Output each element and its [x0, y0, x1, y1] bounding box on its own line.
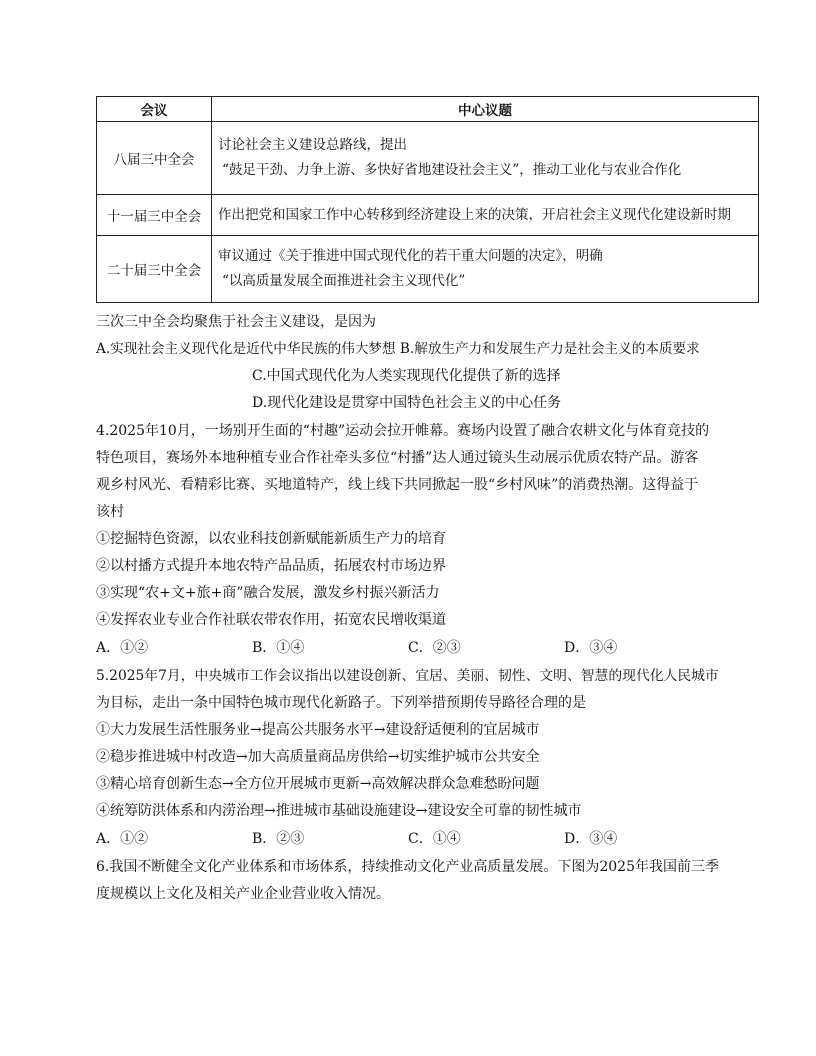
topic-line: “以高质量发展全面推进社会主义现代化” [222, 273, 466, 289]
topic-cell [212, 195, 759, 236]
q4-option-d: D．③④ [564, 640, 618, 656]
q3-option-d: D.现代化建设是贯穿中国特色社会主义的中心任务 [252, 395, 562, 411]
q5-option-c: C．①④ [408, 831, 461, 847]
header-meeting: 会议 [97, 97, 212, 122]
q3-stem: 三次三中全会均聚焦于社会主义建设，是因为 [96, 314, 376, 330]
topic-line: 作出把党和国家工作中心转移到经济建设上来的决策，开启社会主义现代化建设新时期 [218, 206, 731, 223]
q5-item: ④统筹防洪体系和内涝治理→推进城市基础设施建设→建设安全可靠的韧性城市 [96, 803, 582, 819]
meeting-cell: 八届三中全会 [97, 122, 212, 195]
q5-option-d: D．③④ [564, 831, 618, 847]
q4-stem-line: 该村 [96, 504, 124, 520]
topic-line: 审议通过《关于推进中国式现代化的若干重大问题的决定》，明确 [218, 248, 603, 264]
q4-option-b: B．①④ [252, 640, 305, 656]
topic-cell [212, 122, 759, 195]
q4-item: ①挖掘特色资源，以农业科技创新赋能新质生产力的培育 [96, 531, 446, 547]
q3-option-c: C.中国式现代化为人类实现现代化提供了新的选择 [252, 368, 561, 384]
q4-option-a: A．①② [96, 640, 149, 656]
topic-line: 讨论社会主义建设总路线，提出 [218, 137, 407, 153]
q5-item: ③精心培育创新生态→全方位开展城市更新→高效解决群众急难愁盼问题 [96, 776, 540, 792]
q3-options-a-b: A.实现社会主义现代化是近代中华民族的伟大梦想 B.解放生产力和发展生产力是社会主义的本质要求 [96, 341, 700, 357]
q4-item: ②以村播方式提升本地农特产品品质，拓展农村市场边界 [96, 558, 446, 574]
table-row [97, 236, 759, 303]
q5-stem-line: 为目标，走出一条中国特色城市现代化新路子。下列举措预期传导路径合理的是 [96, 695, 586, 711]
meetings-table [96, 96, 759, 303]
meeting-cell: 十一届三中全会 [97, 195, 212, 236]
q4-stem-line: 观乡村风光、看精彩比赛、买地道特产，线上线下共同掀起一股“乡村风味”的消费热潮。这得益于 [96, 477, 699, 493]
q5-option-a: A．①② [96, 831, 149, 847]
q4-item: ③实现“农+文+旅+商”融合发展，激发乡村振兴新活力 [96, 585, 440, 601]
q4-option-c: C．②③ [408, 640, 461, 656]
q4-stem-line: 4.2025年10月，一场别开生面的“村趣”运动会拉开帷幕。赛场内设置了融合农耕文化与体育竞技的 [96, 423, 710, 439]
q4-item: ④发挥农业专业合作社联农带农作用，拓宽农民增收渠道 [96, 612, 446, 628]
table-row [97, 195, 759, 236]
q6-stem-line: 度规模以上文化及相关产业企业营业收入情况。 [96, 886, 390, 902]
q6-stem-line: 6.我国不断健全文化产业体系和市场体系，持续推动文化产业高质量发展。下图为2025年我国前三季 [96, 859, 719, 875]
q4-stem-line: 特色项目，赛场外本地种植专业合作社牵头多位“村播”达人通过镜头生动展示优质农特产品。游客 [96, 450, 699, 466]
q5-option-b: B．②③ [252, 831, 305, 847]
q5-item: ②稳步推进城中村改造→加大高质量商品房供给→切实维护城市公共安全 [96, 749, 540, 765]
table-header-row [97, 97, 759, 122]
q5-stem-line: 5.2025年7月，中央城市工作会议指出以建设创新、宜居、美丽、韧性、文明、智慧的现代化人民城市 [96, 668, 719, 684]
topic-line: “鼓足干劲、力争上游、多快好省地建设社会主义”，推动工业化与农业合作化 [222, 162, 682, 178]
header-central-topic: 中心议题 [212, 97, 759, 122]
topic-cell [212, 236, 759, 303]
meeting-cell: 二十届三中全会 [97, 236, 212, 303]
q5-item: ①大力发展生活性服务业→提高公共服务水平→建设舒适便利的宜居城市 [96, 722, 540, 738]
table-row [97, 122, 759, 195]
